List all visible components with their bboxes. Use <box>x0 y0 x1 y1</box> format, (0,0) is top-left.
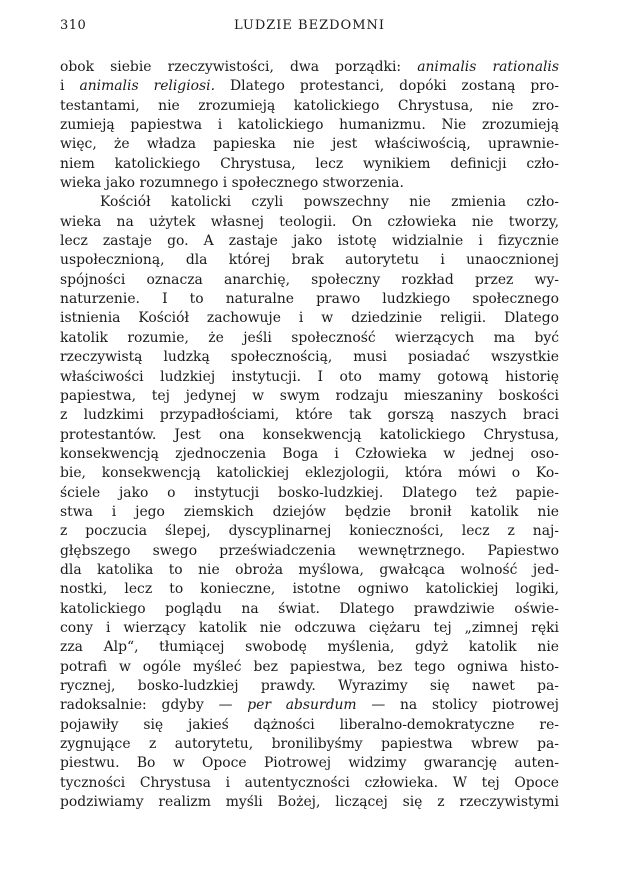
text-segment: zygnujące z autorytetu, bronilibyśmy papiestwa wbrew pa- <box>60 736 559 753</box>
text-line <box>60 290 559 309</box>
text-line <box>60 271 559 290</box>
text-segment: zumieją papiestwa i katolickiego humanizmu. Nie zrozumieją <box>60 117 559 134</box>
text-line <box>60 251 559 270</box>
text-segment: z poczucia ślepej, dyscyplinarnej konieczności, lecz z naj- <box>60 523 559 540</box>
text-segment: wieka na użytek własnej teologii. On człowieka nie tworzy, <box>60 213 559 230</box>
text-line <box>60 232 559 251</box>
text-segment: spójności oznacza anarchię, społeczny rozkład przez wy- <box>60 271 559 288</box>
text-segment: właściwości ludzkiej instytucji. I oto mamy gotową historię <box>60 368 559 385</box>
text-segment: i <box>60 78 80 95</box>
text-segment: rzeczywistą ludzką społecznością, musi posiadać wszystkie <box>60 349 559 366</box>
text-line <box>60 658 559 677</box>
text-segment: obok siebie rzeczywistości, dwa porządki: <box>60 59 418 75</box>
text-line <box>60 677 559 696</box>
text-segment: — na stolicy piotrowej <box>356 697 559 714</box>
text-line <box>60 580 559 599</box>
text-line <box>60 793 559 812</box>
text-line <box>60 329 559 348</box>
text-line <box>60 445 559 464</box>
text-segment: cony i wierzący katolik nie odczuwa ciężaru tej „zimnej ręki <box>60 619 559 636</box>
text-line <box>60 696 559 715</box>
text-line <box>60 155 559 174</box>
text-segment: Kościół katolicki czyli powszechny nie zmienia czło- <box>100 194 559 211</box>
text-line <box>60 309 559 328</box>
text-line <box>60 426 559 445</box>
text-line <box>60 542 559 561</box>
text-line <box>60 348 559 367</box>
italic-text-segment: per absurdum <box>247 697 357 714</box>
text-line <box>60 600 559 619</box>
text-segment: radoksalnie: gdyby — <box>60 697 248 714</box>
text-segment: podziwiamy realizm myśli Bożej, liczącej się z rzeczywistymi <box>60 794 559 811</box>
text-line <box>60 716 559 735</box>
text-line <box>60 406 559 425</box>
text-line <box>60 116 559 135</box>
text-segment: naturzenie. I to naturalne prawo ludzkiego społecznego <box>60 291 559 308</box>
text-segment: więc, że władza papieska nie jest właściwością, uprawnie- <box>60 136 559 153</box>
text-segment: potrafi w ogóle myśleć bez papiestwa, bez tego ogniwa histo- <box>60 658 559 675</box>
text-segment: rycznej, bosko-ludzkiej prawdy. Wyrazimy się nawet pa- <box>60 678 559 694</box>
text-segment: katolik rozumie, że jeśli społeczność wierzących ma być <box>60 329 559 346</box>
body-text <box>60 58 559 812</box>
text-line <box>60 484 559 503</box>
text-segment: katolickiego poglądu na świat. Dlatego prawdziwie oświe- <box>60 600 559 617</box>
text-segment: ściele jako o instytucji bosko-ludzkiej. Dlatego też papie- <box>60 484 559 501</box>
text-line <box>60 77 559 96</box>
text-line <box>60 774 559 793</box>
text-segment: lecz zastaje go. A zastaje jako istotę widzialnie i fizycznie <box>60 233 559 250</box>
italic-text-segment: animalis religiosi. <box>79 78 215 95</box>
text-segment: dla katolika to nie obroża myślowa, gwałcąca wolność jed- <box>60 561 559 578</box>
italic-text-segment: animalis rationalis <box>417 59 559 75</box>
text-line <box>60 213 559 232</box>
text-segment: papiestwa, tej jedynej w swym rodzaju mieszaniny boskości <box>60 387 559 404</box>
text-line <box>60 561 559 580</box>
text-segment: testantami, nie zrozumieją katolickiego Chrystusa, nie zro- <box>60 97 559 114</box>
text-segment: konsekwencją zjednoczenia Boga i Człowieka w jednej oso- <box>60 445 559 462</box>
text-line <box>60 368 559 387</box>
text-segment: protestantów. Jest ona konsekwencją katolickiego Chrystusa, <box>60 426 559 443</box>
text-segment: głębszego swego przeświadczenia wewnętrznego. Papiestwo <box>60 542 559 559</box>
text-segment: nostki, lecz to konieczne, istotne ogniwo katolickiej logiki, <box>60 581 559 598</box>
text-line <box>60 754 559 773</box>
text-line <box>60 522 559 541</box>
text-segment: pojawiły się jakieś dążności liberalno-demokratyczne re- <box>60 716 559 733</box>
page-number: 310 <box>60 18 87 33</box>
text-line <box>60 97 559 116</box>
text-line <box>60 174 559 193</box>
text-segment: stwa i jego ziemskich dziejów będzie bronił katolik nie <box>60 503 559 520</box>
text-line <box>60 735 559 754</box>
text-segment: Dlatego protestanci, dopóki zostaną pro- <box>215 78 559 95</box>
text-segment: tyczności Chrystusa i autentyczności człowieka. W tej Opoce <box>60 774 559 791</box>
text-segment: uspołecznioną, dla której brak autorytetu i unaocznionej <box>60 252 559 269</box>
text-line <box>60 503 559 522</box>
page-header <box>60 18 559 38</box>
text-segment: niem katolickiego Chrystusa, lecz wynikiem definicji czło- <box>60 155 559 172</box>
text-line <box>60 387 559 406</box>
text-segment: istnienia Kościół zachowuje i w dziedzinie religii. Dlatego <box>60 310 559 327</box>
text-segment: wieka jako rozumnego i społecznego stworzenia. <box>60 175 404 192</box>
text-line <box>60 193 559 212</box>
text-line <box>60 638 559 657</box>
text-line <box>60 58 559 77</box>
text-line <box>60 619 559 638</box>
running-title: LUDZIE BEZDOMNI <box>233 18 386 33</box>
text-line <box>60 464 559 483</box>
text-segment: piestwu. Bo w Opoce Piotrowej widzimy gwarancję auten- <box>60 755 559 772</box>
text-segment: bie, konsekwencją katolickiej eklezjologii, która mówi o Ko- <box>60 465 559 482</box>
text-segment: z ludzkimi przypadłościami, które tak gorszą naszych braci <box>60 407 559 424</box>
text-line <box>60 135 559 154</box>
text-segment: zza Alp“, tłumiącej swobodę myślenia, gdyż katolik nie <box>60 639 559 656</box>
